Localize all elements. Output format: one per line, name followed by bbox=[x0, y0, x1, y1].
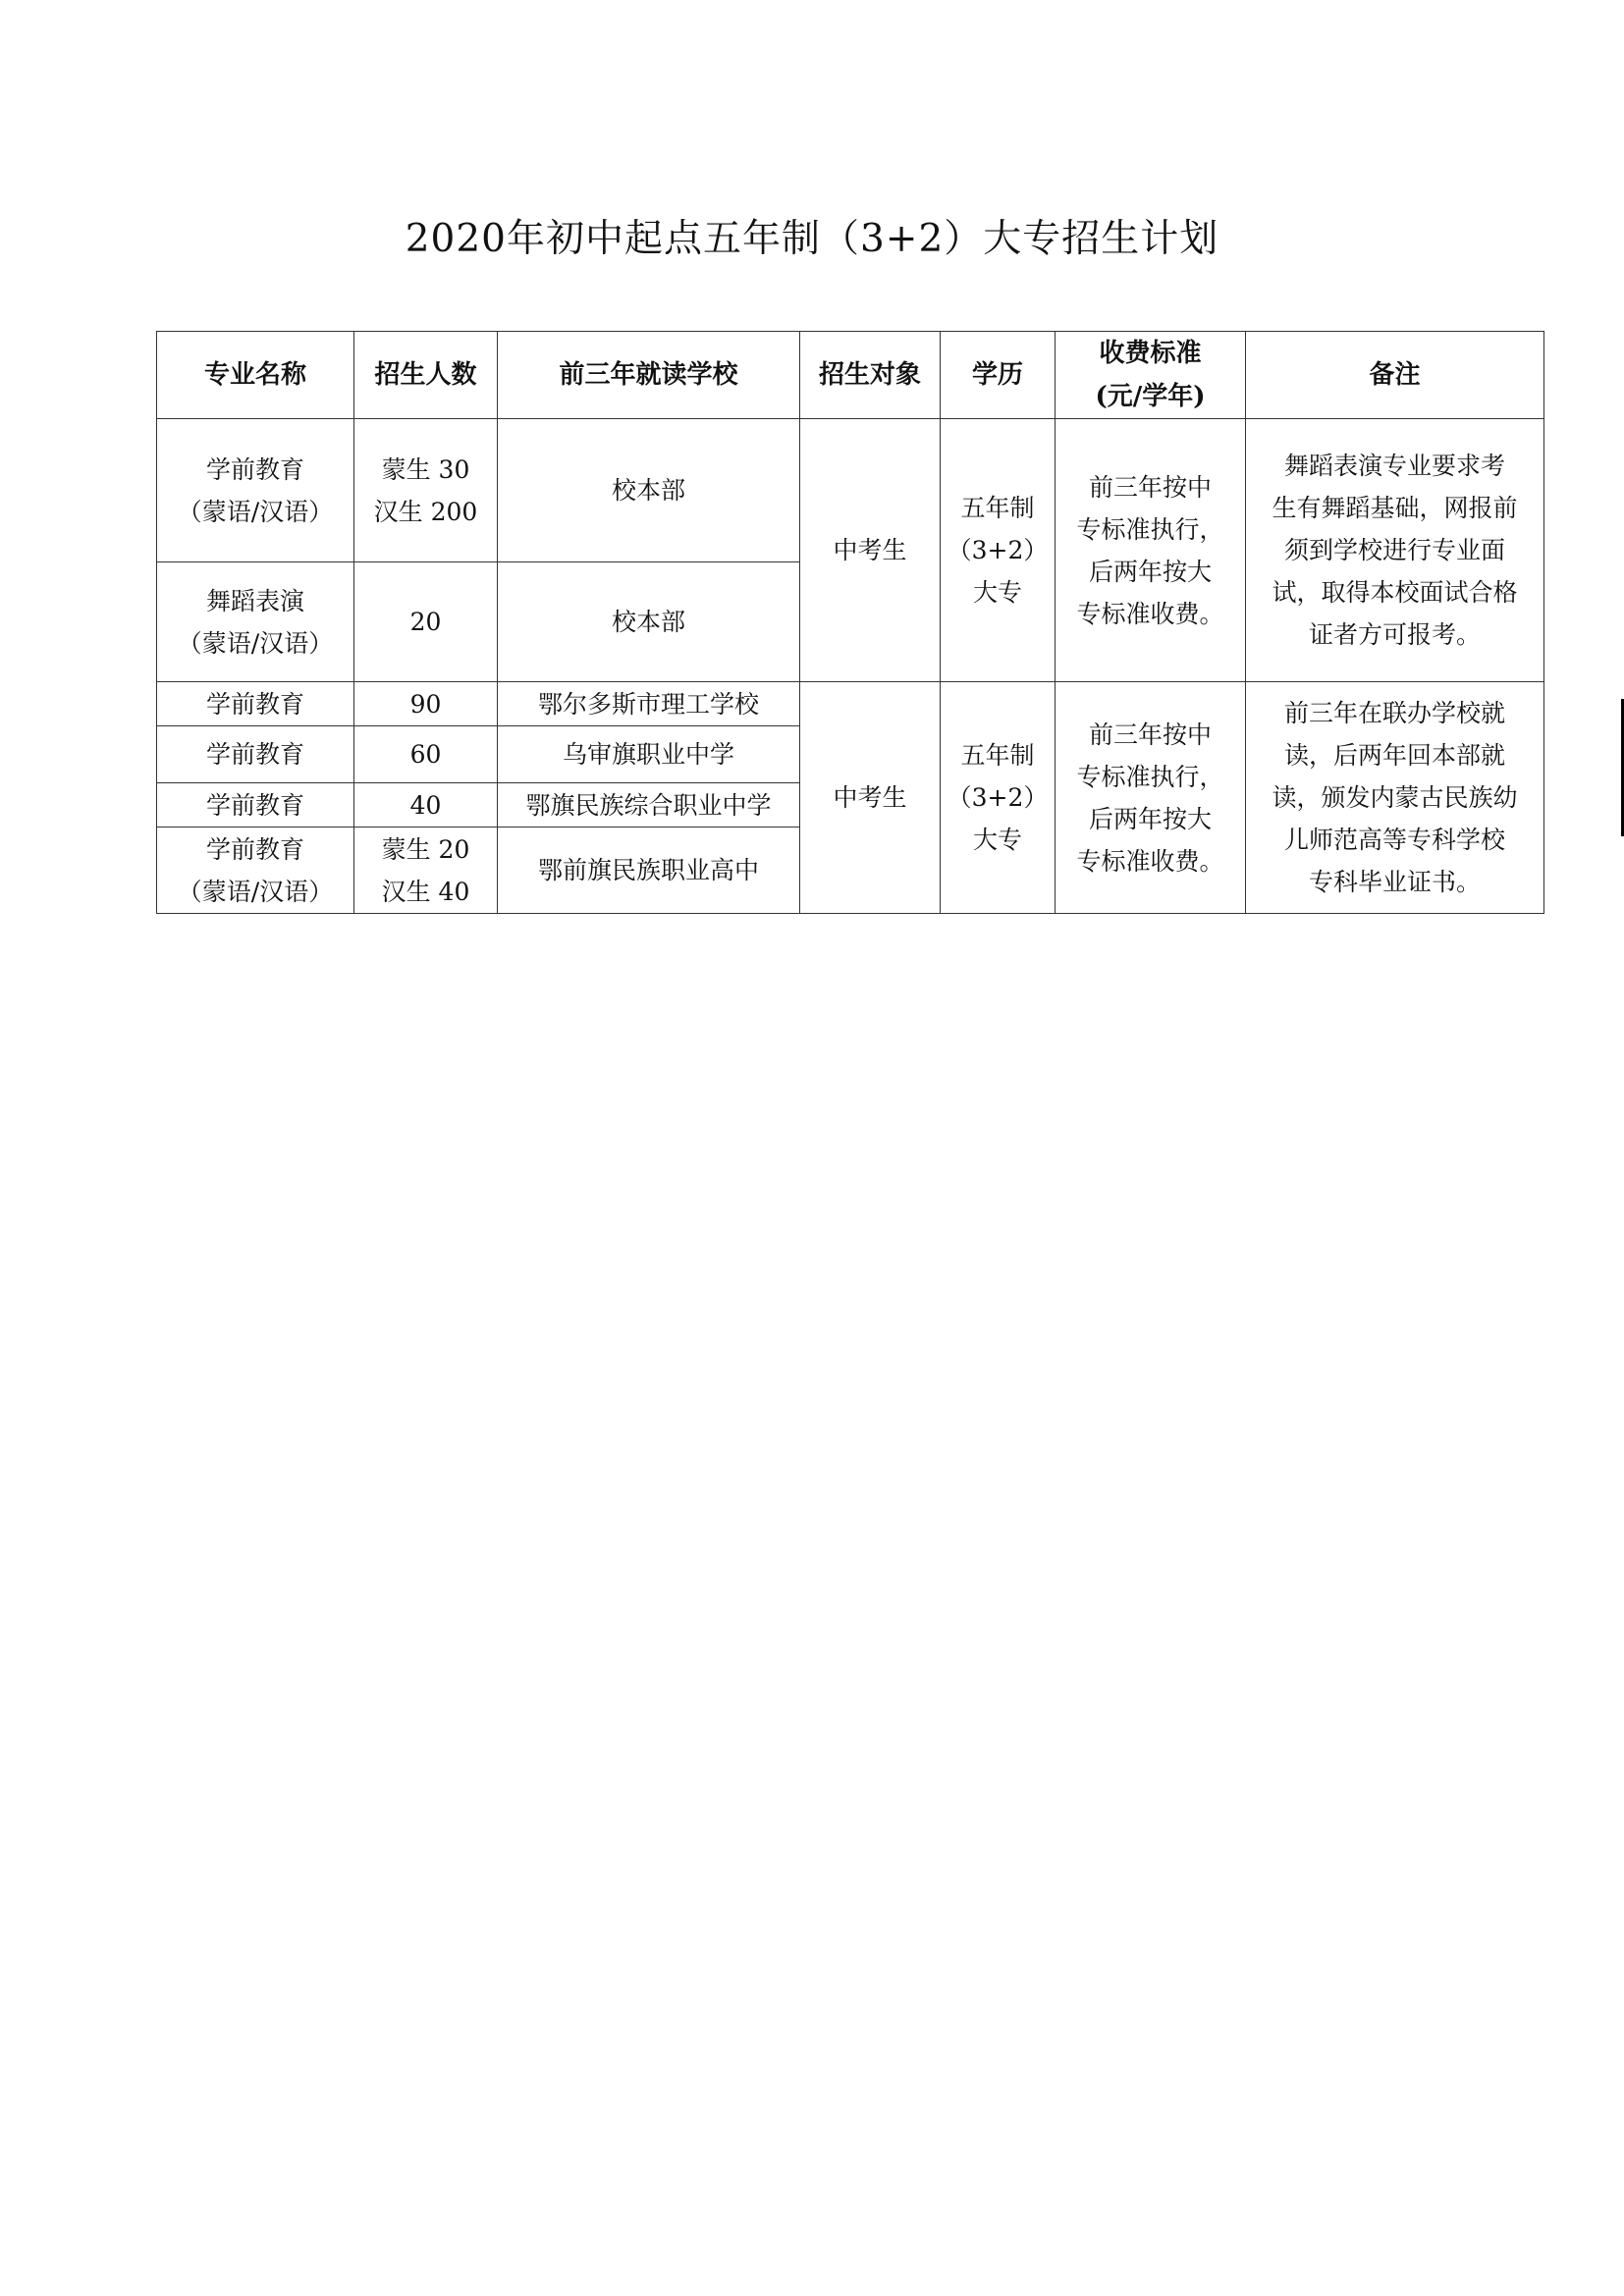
note-cell bbox=[1246, 419, 1544, 682]
degree-cell bbox=[941, 682, 1056, 914]
header-major: 专业名称 bbox=[157, 332, 354, 419]
degree-cell bbox=[941, 419, 1056, 682]
target-cell: 中考生 bbox=[800, 682, 941, 914]
major-language: （蒙语/汉语） bbox=[177, 877, 334, 906]
degree-line: 大专 bbox=[972, 578, 1022, 607]
count-mongolian: 蒙生 30 bbox=[381, 454, 470, 484]
note-line: 前三年在联办学校就 bbox=[1283, 699, 1505, 727]
target-cell: 中考生 bbox=[800, 419, 941, 682]
school-cell: 校本部 bbox=[498, 419, 800, 562]
count-cell: 20 bbox=[354, 562, 498, 682]
major-cell bbox=[157, 828, 354, 914]
note-line: 舞蹈表演专业要求考 bbox=[1283, 452, 1505, 480]
note-line: 读，颁发内蒙古民族幼 bbox=[1272, 783, 1518, 812]
major-cell bbox=[157, 562, 354, 682]
note-line: 生有舞蹈基础，网报前 bbox=[1272, 494, 1518, 522]
table-row bbox=[157, 682, 1544, 726]
fee-line: 前三年按中 bbox=[1088, 472, 1212, 502]
note-cell bbox=[1246, 682, 1544, 914]
major-name: 舞蹈表演 bbox=[205, 586, 304, 615]
note-line: 试，取得本校面试合格 bbox=[1272, 578, 1518, 607]
header-note: 备注 bbox=[1246, 332, 1544, 419]
header-fee-line1: 收费标准 bbox=[1099, 339, 1202, 368]
major-cell bbox=[157, 419, 354, 562]
header-target: 招生对象 bbox=[800, 332, 941, 419]
enrollment-plan-table bbox=[156, 331, 1544, 914]
fee-line: 后两年按大 bbox=[1088, 804, 1212, 833]
major-cell: 学前教育 bbox=[157, 726, 354, 783]
count-cell: 60 bbox=[354, 726, 498, 783]
table-header-row bbox=[157, 332, 1544, 419]
major-name: 学前教育 bbox=[205, 834, 304, 864]
note-line: 儿师范高等专科学校 bbox=[1283, 826, 1505, 854]
note-line: 专科毕业证书。 bbox=[1308, 868, 1481, 896]
fee-cell bbox=[1056, 419, 1246, 682]
count-mongolian: 蒙生 20 bbox=[381, 834, 470, 864]
header-school: 前三年就读学校 bbox=[498, 332, 800, 419]
fee-line: 专标准收费。 bbox=[1076, 846, 1224, 876]
fee-line: 专标准收费。 bbox=[1076, 599, 1224, 628]
major-cell: 学前教育 bbox=[157, 682, 354, 726]
header-degree: 学历 bbox=[941, 332, 1056, 419]
fee-cell bbox=[1056, 682, 1246, 914]
school-cell: 鄂旗民族综合职业中学 bbox=[498, 783, 800, 828]
note-line: 证者方可报考。 bbox=[1308, 620, 1481, 649]
fee-line: 后两年按大 bbox=[1088, 557, 1212, 586]
fee-line: 专标准执行， bbox=[1076, 514, 1224, 544]
degree-line: （3+2） bbox=[947, 536, 1049, 564]
note-line: 须到学校进行专业面 bbox=[1283, 536, 1505, 564]
count-cell: 40 bbox=[354, 783, 498, 828]
count-han: 汉生 200 bbox=[373, 497, 478, 526]
header-fee-line2: (元/学年) bbox=[1095, 382, 1206, 411]
header-count: 招生人数 bbox=[354, 332, 498, 419]
school-cell: 校本部 bbox=[498, 562, 800, 682]
note-line: 读，后两年回本部就 bbox=[1283, 741, 1505, 770]
major-language: （蒙语/汉语） bbox=[177, 628, 334, 658]
degree-line: （3+2） bbox=[947, 783, 1049, 812]
school-cell: 鄂尔多斯市理工学校 bbox=[498, 682, 800, 726]
count-han: 汉生 40 bbox=[381, 877, 470, 906]
page-title: 2020年初中起点五年制（3+2）大专招生计划 bbox=[405, 217, 1219, 261]
major-language: （蒙语/汉语） bbox=[177, 497, 334, 526]
fee-line: 前三年按中 bbox=[1088, 720, 1212, 749]
table-row bbox=[157, 419, 1544, 562]
degree-line: 五年制 bbox=[960, 741, 1035, 770]
major-cell: 学前教育 bbox=[157, 783, 354, 828]
school-cell: 鄂前旗民族职业高中 bbox=[498, 828, 800, 914]
count-cell: 90 bbox=[354, 682, 498, 726]
count-cell bbox=[354, 828, 498, 914]
fee-line: 专标准执行， bbox=[1076, 762, 1224, 791]
degree-line: 大专 bbox=[972, 826, 1022, 854]
degree-line: 五年制 bbox=[960, 494, 1035, 522]
count-cell bbox=[354, 419, 498, 562]
school-cell: 乌审旗职业中学 bbox=[498, 726, 800, 783]
header-fee bbox=[1056, 332, 1246, 419]
major-name: 学前教育 bbox=[205, 454, 304, 484]
